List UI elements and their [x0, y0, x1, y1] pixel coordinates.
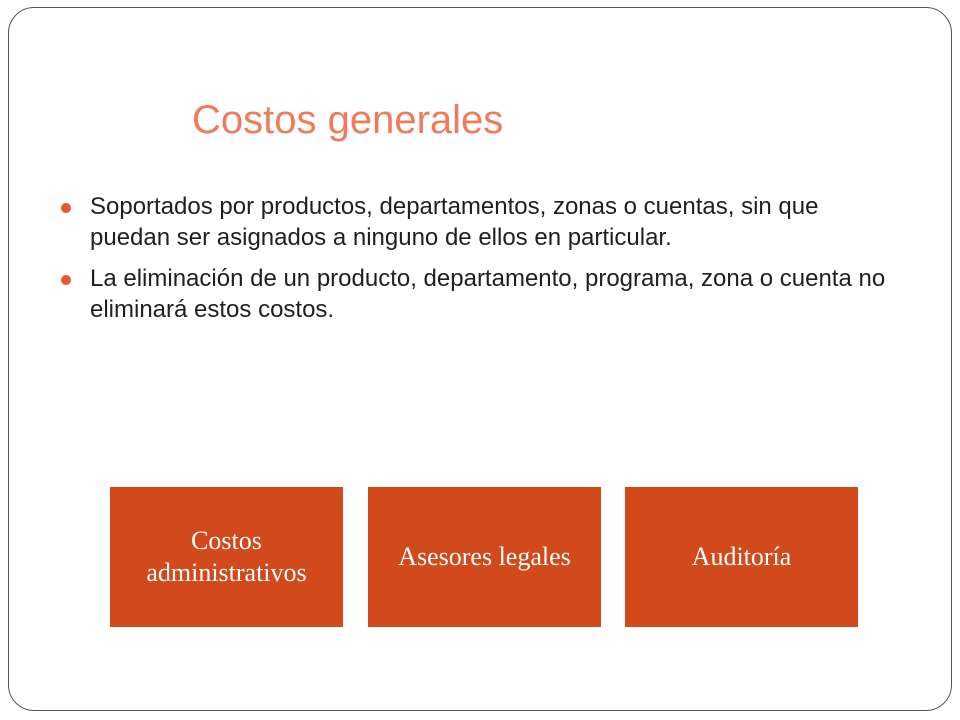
bullet-list	[58, 191, 888, 335]
box-label: Auditoría	[691, 542, 792, 571]
box-label: Costos administrativos	[146, 526, 307, 587]
slide-title: Costos generales	[192, 98, 504, 142]
bullet-item	[58, 191, 888, 253]
bullet-item	[58, 263, 888, 325]
box-label: Asesores legales	[398, 542, 571, 571]
bullet-text: Soportados por productos, departamentos, zonas o cuentas, sin que puedan ser asignados a ninguno de ellos en particular.	[90, 193, 819, 251]
bullet-text: La eliminación de un producto, departamento, programa, zona o cuenta no eliminará estos costos.	[90, 265, 886, 323]
box-asesores-legales	[368, 487, 601, 627]
box-costos-administrativos	[110, 487, 343, 627]
box-auditoria	[625, 487, 858, 627]
bullet-dot-icon	[61, 203, 71, 213]
bullet-dot-icon	[61, 275, 71, 285]
